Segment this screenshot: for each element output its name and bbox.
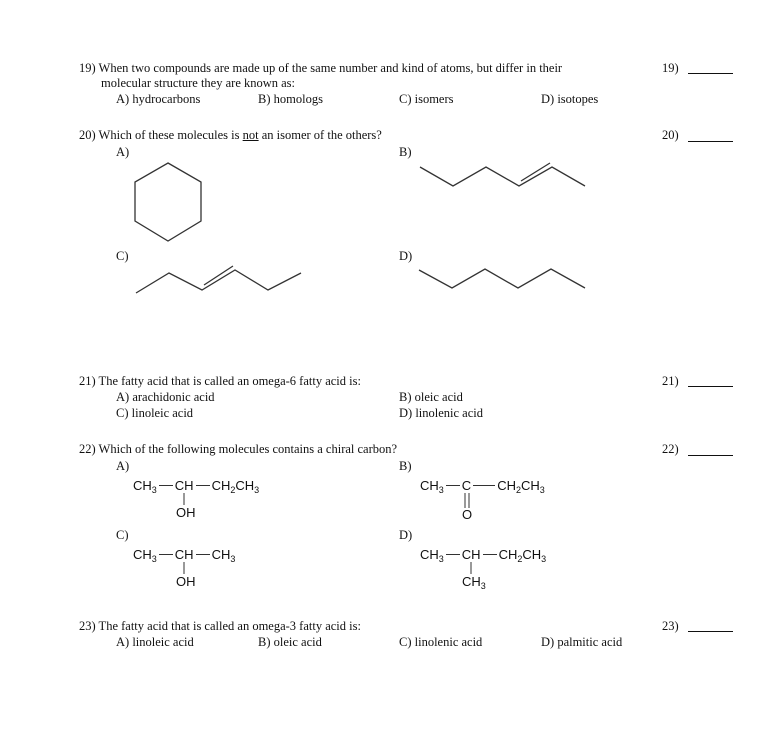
q22-answer-number: 22): [662, 442, 679, 456]
q20-label-a: A): [116, 145, 130, 159]
q19-option-a: A) hydrocarbons: [116, 92, 201, 106]
q19-option-b: B) homologs: [258, 92, 323, 106]
q23-text: 23) The fatty acid that is called an omega-3 fatty acid is:: [79, 619, 361, 633]
q22-label-c: C): [116, 528, 129, 542]
q20-text: 20) Which of these molecules is not an isomer of the others?: [79, 128, 382, 142]
q19-text-line2: molecular structure they are known as:: [101, 76, 296, 90]
q20-label-d: D): [399, 249, 413, 263]
q19-text-line1: 19) When two compounds are made up of the same number and kind of atoms, but differ in their: [79, 61, 563, 75]
q21-option-b: B) oleic acid: [399, 390, 463, 404]
q20-label-b: B): [399, 145, 412, 159]
q22-a-oh: OH: [176, 505, 196, 520]
q23-answer-blank[interactable]: [688, 631, 733, 632]
q20-answer-number: 20): [662, 128, 679, 142]
q23-option-a: A) linoleic acid: [116, 635, 194, 649]
q22-c-oh: OH: [176, 574, 196, 589]
q22-label-b: B): [399, 459, 412, 473]
q22-a-formula: $CH_3$ CH $CH_2CH_3$: [133, 478, 260, 495]
q22-label-d: D): [399, 528, 413, 542]
q19-option-c: C) isomers: [399, 92, 454, 106]
q20-emphasis: not: [242, 128, 259, 142]
q23-option-d: D) palmitic acid: [541, 635, 623, 649]
q21-option-a: A) arachidonic acid: [116, 390, 215, 404]
q22-d-methyl: $CH_3$: [462, 574, 486, 591]
q19-option-d: D) isotopes: [541, 92, 599, 106]
q22-text: 22) Which of the following molecules contains a chiral carbon?: [79, 442, 398, 456]
q20-label-c: C): [116, 249, 129, 263]
q23-answer-number: 23): [662, 619, 679, 633]
q22-b-oxygen: O: [462, 507, 473, 522]
q22-c-formula: $CH_3$ CH $CH_3$: [133, 547, 236, 564]
q19-answer-number: 19): [662, 61, 679, 75]
q21-option-d: D) linolenic acid: [399, 406, 483, 420]
q23-option-b: B) oleic acid: [258, 635, 322, 649]
q22-b-formula: $CH_3$ C $CH_2CH_3$: [420, 478, 545, 495]
q21-text: 21) The fatty acid that is called an omega-6 fatty acid is:: [79, 374, 361, 388]
q21-answer-number: 21): [662, 374, 679, 388]
q21-option-c: C) linoleic acid: [116, 406, 194, 420]
q22-label-a: A): [116, 459, 130, 473]
q23-option-c: C) linolenic acid: [399, 635, 483, 649]
q22-d-formula: $CH_3$ CH $CH_2CH_3$: [420, 547, 547, 564]
